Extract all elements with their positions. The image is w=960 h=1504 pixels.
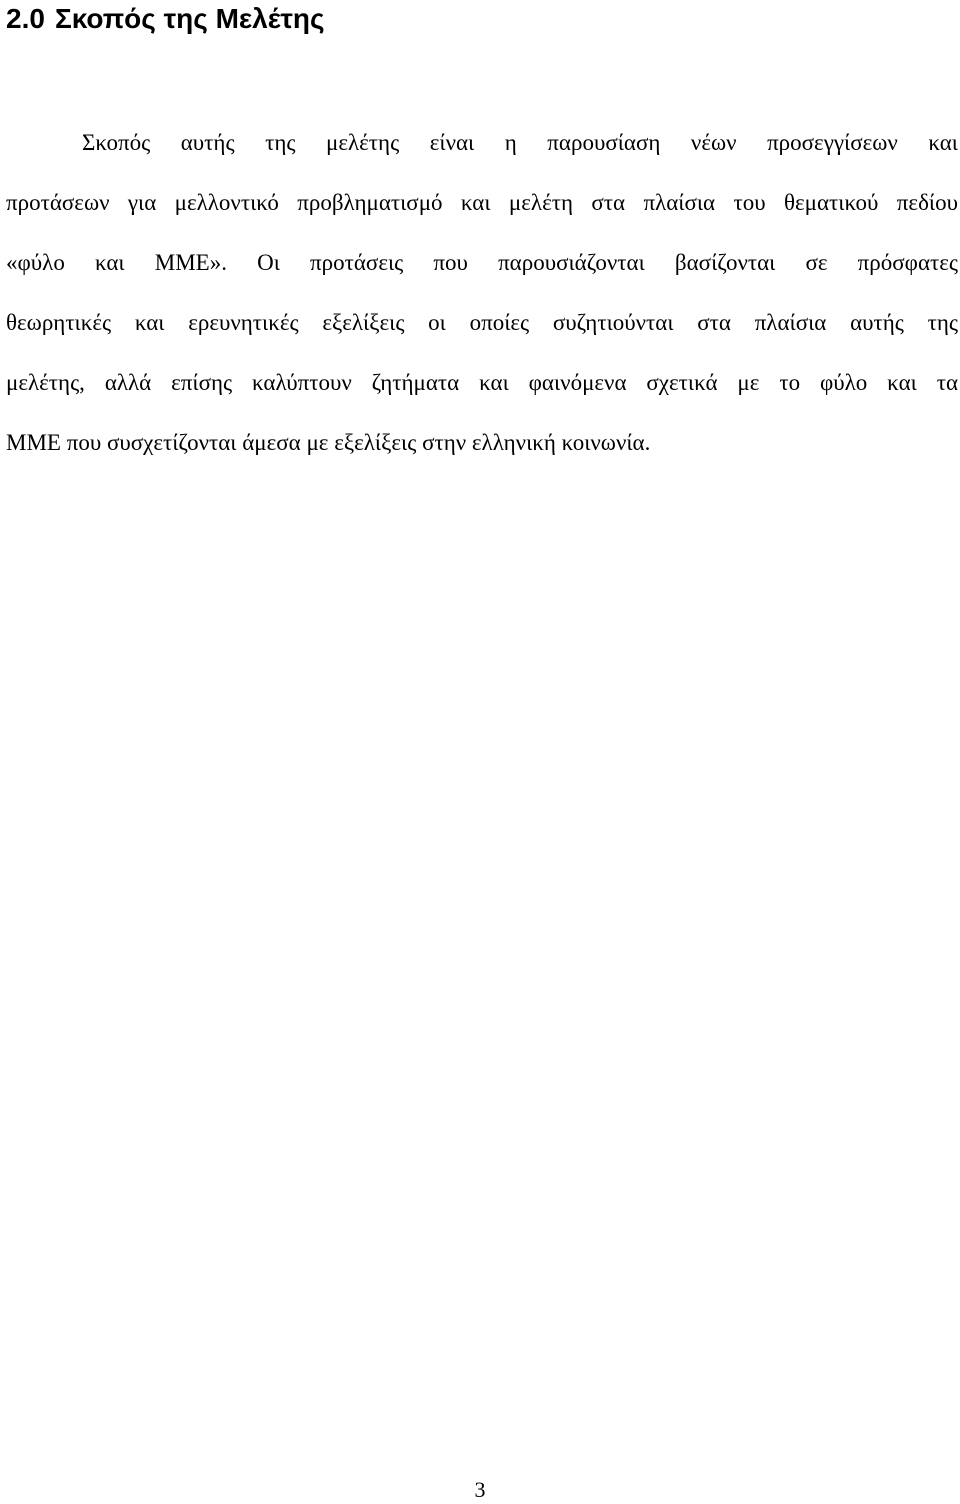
paragraph-line: προτάσεων για μελλοντικό προβληματισμό και μελέτη στα πλαίσια του θεματικού πεδίου (6, 190, 958, 215)
section-heading (6, 2, 325, 36)
paragraph-line: ΜΜΕ που συσχετίζονται άμεσα με εξελίξεις στην ελληνική κοινωνία. (6, 430, 651, 455)
paragraph-line: Σκοπός αυτής της μελέτης είναι η παρουσίαση νέων προσεγγίσεων και (82, 130, 958, 155)
section-number: 2.0 (6, 3, 45, 34)
page-number: 3 (474, 1477, 486, 1502)
paragraph-line: θεωρητικές και ερευνητικές εξελίξεις οι οποίες συζητιούνται στα πλαίσια αυτής της (6, 310, 958, 335)
body-paragraph (6, 118, 958, 478)
paragraph-line: μελέτης, αλλά επίσης καλύπτουν ζητήματα και φαινόμενα σχετικά με το φύλο και τα (6, 370, 958, 395)
paragraph-line: «φύλο και ΜΜΕ». Οι προτάσεις που παρουσιάζονται βασίζονται σε πρόσφατες (6, 250, 958, 275)
section-title: Σκοπός της Μελέτης (54, 3, 325, 34)
